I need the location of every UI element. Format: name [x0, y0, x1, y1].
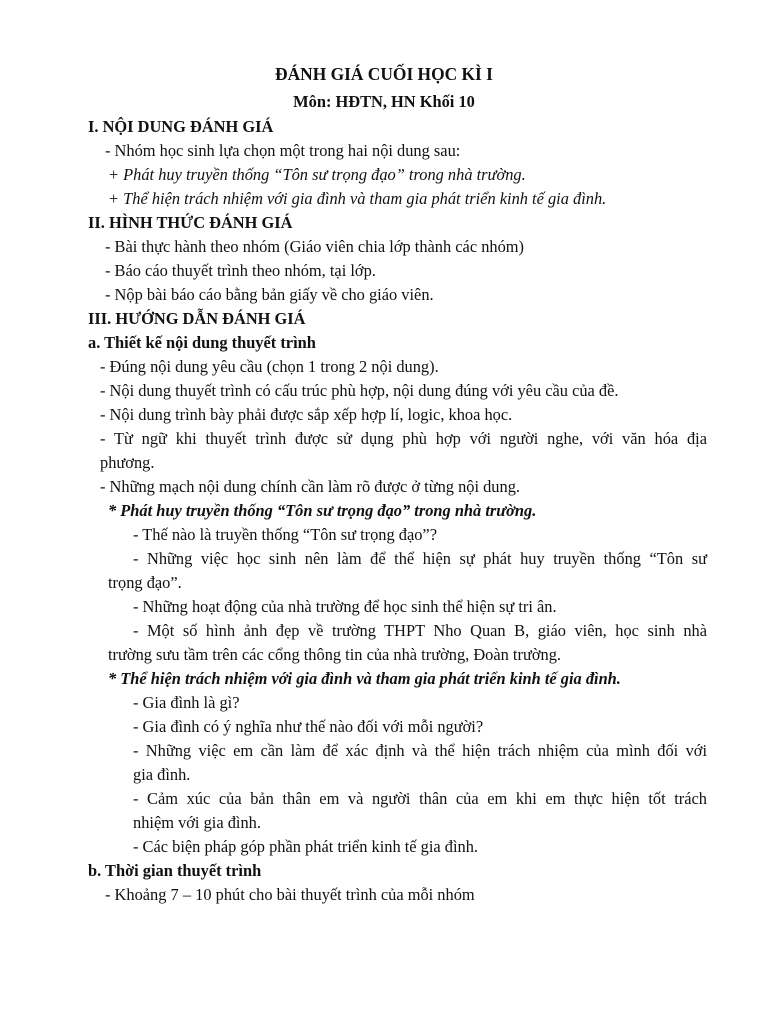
subsection-b-item: - Khoảng 7 – 10 phút cho bài thuyết trình của mỗi nhóm [105, 885, 475, 904]
subsection-a-item: - Đúng nội dung yêu cầu (chọn 1 trong 2 nội dung). [100, 357, 439, 376]
subsection-a-item-continued: phương. [100, 453, 155, 472]
topic-2-line: - Cảm xúc của bản thân em và người thân của em khi em thực hiện tốt trách [133, 789, 707, 808]
topic-1-heading: * Phát huy truyền thống “Tôn sư trọng đạo” trong nhà trường. [108, 501, 537, 520]
topic-1-line: - Những hoạt động của nhà trường để học sinh thể hiện sự tri ân. [133, 597, 557, 616]
document-subtitle: Môn: HĐTN, HN Khối 10 [293, 92, 475, 111]
section-1-option: + Thể hiện trách nhiệm với gia đình và tham gia phát triển kinh tế gia đình. [108, 189, 607, 208]
section-2-item: - Bài thực hành theo nhóm (Giáo viên chia lớp thành các nhóm) [105, 237, 525, 256]
topic-2-line: - Những việc em cần làm để xác định và thể hiện trách nhiệm của mình đối với [133, 741, 707, 760]
section-1-intro: - Nhóm học sinh lựa chọn một trong hai nội dung sau: [105, 141, 461, 160]
subsection-a-item: - Những mạch nội dung chính cần làm rõ được ở từng nội dung. [100, 477, 520, 496]
subsection-a-item: - Nội dung thuyết trình có cấu trúc phù hợp, nội dung đúng với yêu cầu của đề. [100, 381, 619, 400]
subsection-a-item: - Nội dung trình bày phải được sắp xếp hợp lí, logic, khoa học. [100, 405, 513, 424]
topic-2-line-continued: gia đình. [133, 765, 191, 784]
subsection-b-heading: b. Thời gian thuyết trình [88, 861, 262, 880]
topic-2-line: - Gia đình có ý nghĩa như thế nào đối với mỗi người? [133, 717, 484, 736]
topic-1-line: - Một số hình ảnh đẹp về trường THPT Nho Quan B, giáo viên, học sinh nhà [133, 621, 707, 640]
topic-1-line: - Thế nào là truyền thống “Tôn sư trọng đạo”? [133, 525, 437, 544]
document-title: ĐÁNH GIÁ CUỐI HỌC KÌ I [275, 64, 493, 84]
subsection-a-heading: a. Thiết kế nội dung thuyết trình [88, 333, 316, 352]
section-2-heading: II. HÌNH THỨC ĐÁNH GIÁ [88, 213, 293, 232]
section-1-heading: I. NỘI DUNG ĐÁNH GIÁ [88, 117, 274, 136]
topic-2-line: - Các biện pháp góp phần phát triển kinh tế gia đình. [133, 837, 479, 856]
topic-1-line-continued: trọng đạo”. [108, 573, 182, 592]
section-1-option: + Phát huy truyền thống “Tôn sư trọng đạo” trong nhà trường. [108, 165, 526, 184]
section-3-heading: III. HƯỚNG DẪN ĐÁNH GIÁ [88, 309, 306, 328]
topic-2-line-continued: nhiệm với gia đình. [133, 813, 261, 832]
topic-2-line: - Gia đình là gì? [133, 693, 240, 712]
section-2-item: - Báo cáo thuyết trình theo nhóm, tại lớp. [105, 261, 376, 280]
subsection-a-item: - Từ ngữ khi thuyết trình được sử dụng phù hợp với người nghe, với văn hóa địa [100, 429, 707, 448]
topic-1-line: - Những việc học sinh nên làm để thể hiện sự phát huy truyền thống “Tôn sư [133, 549, 707, 568]
topic-1-line-continued: trường sưu tầm trên các cổng thông tin của nhà trường, Đoàn trường. [108, 645, 561, 664]
topic-2-heading: * Thể hiện trách nhiệm với gia đình và tham gia phát triển kinh tế gia đình. [108, 669, 621, 688]
section-2-item: - Nộp bài báo cáo bằng bản giấy về cho giáo viên. [105, 285, 434, 304]
